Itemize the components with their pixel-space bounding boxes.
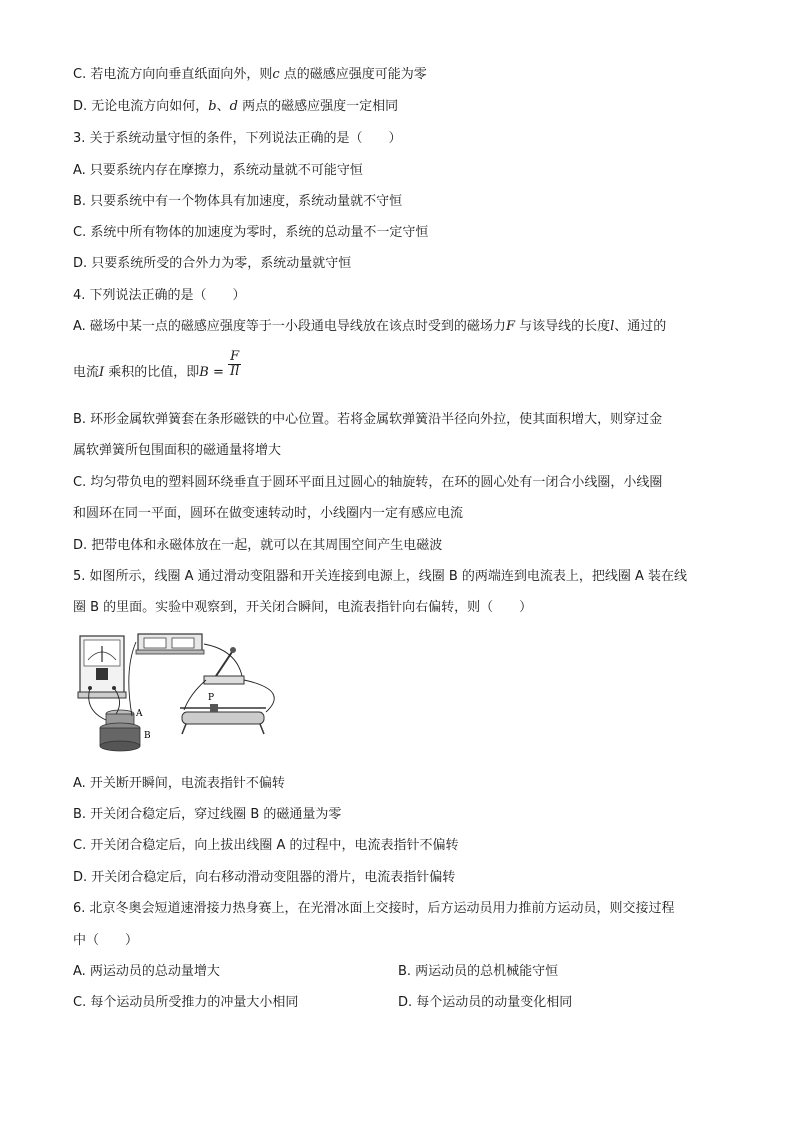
q5-option-b: B. 开关闭合稳定后，穿过线圈 B 的磁通量为零	[73, 807, 342, 822]
q2-option-d-sep: 、	[216, 99, 230, 114]
battery-box	[136, 634, 204, 654]
q4-a2-text: 电流	[73, 365, 100, 380]
q4-a-text: A. 磁场中某一点的磁感应强度等于一小段通电导线放在该点时受到的磁场力	[73, 319, 506, 334]
q2-option-d-text: D. 无论电流方向如何，	[73, 99, 209, 114]
q3-option-a: A. 只要系统内存在摩擦力，系统动量就不可能守恒	[73, 163, 363, 178]
q4-a-mid: 与该导线的长度	[514, 319, 611, 334]
q4-option-a-line1	[73, 318, 666, 336]
q4-a2-var-b: B	[199, 365, 209, 380]
q6-option-d: D. 每个运动员的动量变化相同	[398, 995, 573, 1010]
q2-option-d-var-d: d	[229, 99, 238, 114]
q4-option-a-line2	[73, 349, 241, 387]
q6-option-c: C. 每个运动员所受推力的冲量大小相同	[73, 995, 299, 1010]
q2-option-c-var: c	[272, 67, 280, 82]
q5-stem-line1: 5. 如图所示，线圈 A 通过滑动变阻器和开关连接到电源上，线圈 B 的两端连到电流表上，把线圈 A 装在线	[73, 569, 688, 584]
q3-option-b: B. 只要系统中有一个物体具有加速度，系统动量就不守恒	[73, 194, 403, 209]
q6-stem-line2: 中（ ）	[73, 933, 139, 948]
q4-a-tail: 、通过的	[614, 319, 667, 334]
q4-stem: 4. 下列说法正确的是（ ）	[73, 288, 246, 303]
q4-option-b-line2: 属软弹簧所包围面积的磁通量将增大	[73, 443, 282, 458]
q4-a2-eq: =	[208, 365, 229, 380]
q4-a-var-l: l	[610, 319, 615, 334]
q4-a2-mid: 乘积的比值，即	[104, 365, 200, 380]
q4-formula-fraction	[228, 350, 241, 379]
q2-option-d	[73, 98, 398, 116]
q4-option-b-line1: B. 环形金属软弹簧套在条形磁铁的中心位置。若将金属软弹簧沿半径向外拉，使其面积增大，则穿过金	[73, 412, 663, 427]
q4-option-c-line2: 和圆环在同一平面，圆环在做变速转动时，小线圈内一定有感应电流	[73, 506, 464, 521]
q2-option-d-var-b: b	[208, 99, 217, 114]
q3-option-c: C. 系统中所有物体的加速度为零时，系统的总动量不一定守恒	[73, 225, 429, 240]
q4-fraction-denominator: Il	[230, 364, 240, 379]
label-coil-a: A	[136, 709, 143, 719]
q5-option-d: D. 开关闭合稳定后，向右移动滑动变阻器的滑片，电流表指针偏转	[73, 870, 456, 885]
q6-option-b: B. 两运动员的总机械能守恒	[398, 964, 559, 979]
q4-option-d: D. 把带电体和永磁体放在一起，就可以在其周围空间产生电磁波	[73, 538, 443, 553]
label-coil-b: B	[144, 731, 151, 741]
q2-option-c-tail: 点的磁感应强度可能为零	[279, 67, 427, 82]
q5-option-c: C. 开关闭合稳定后，向上拔出线圈 A 的过程中，电流表指针不偏转	[73, 838, 459, 853]
q5-circuit-figure	[76, 630, 296, 752]
coils	[100, 709, 151, 751]
q4-option-c-line1: C. 均匀带负电的塑料圆环绕垂直于圆环平面且过圆心的轴旋转，在环的圆心处有一闭合小线圈，小线圈	[73, 475, 663, 490]
rheostat	[180, 693, 266, 734]
q2-option-c	[73, 66, 427, 84]
q3-stem: 3. 关于系统动量守恒的条件，下列说法正确的是（ ）	[73, 131, 402, 146]
q3-option-d: D. 只要系统所受的合外力为零，系统动量就守恒	[73, 256, 352, 271]
q2-option-d-tail: 两点的磁感应强度一定相同	[237, 99, 399, 114]
q5-stem-line2: 圈 B 的里面。实验中观察到，开关闭合瞬间，电流表指针向右偏转，则（ ）	[73, 600, 533, 615]
q2-option-c-text: C. 若电流方向向垂直纸面向外，则	[73, 67, 273, 82]
q6-stem-line1: 6. 北京冬奥会短道速滑接力热身赛上，在光滑冰面上交接时，后方运动员用力推前方运动员，则交接过程	[73, 901, 675, 916]
label-slider-p: P	[208, 693, 215, 703]
q4-a2-var-i: I	[99, 365, 105, 380]
q4-fraction-numerator: F	[228, 350, 241, 365]
q5-option-a: A. 开关断开瞬间，电流表指针不偏转	[73, 776, 285, 791]
galvanometer	[78, 636, 126, 698]
q6-option-a: A. 两运动员的总动量增大	[73, 964, 220, 979]
q4-a-var-f: F	[505, 319, 515, 334]
